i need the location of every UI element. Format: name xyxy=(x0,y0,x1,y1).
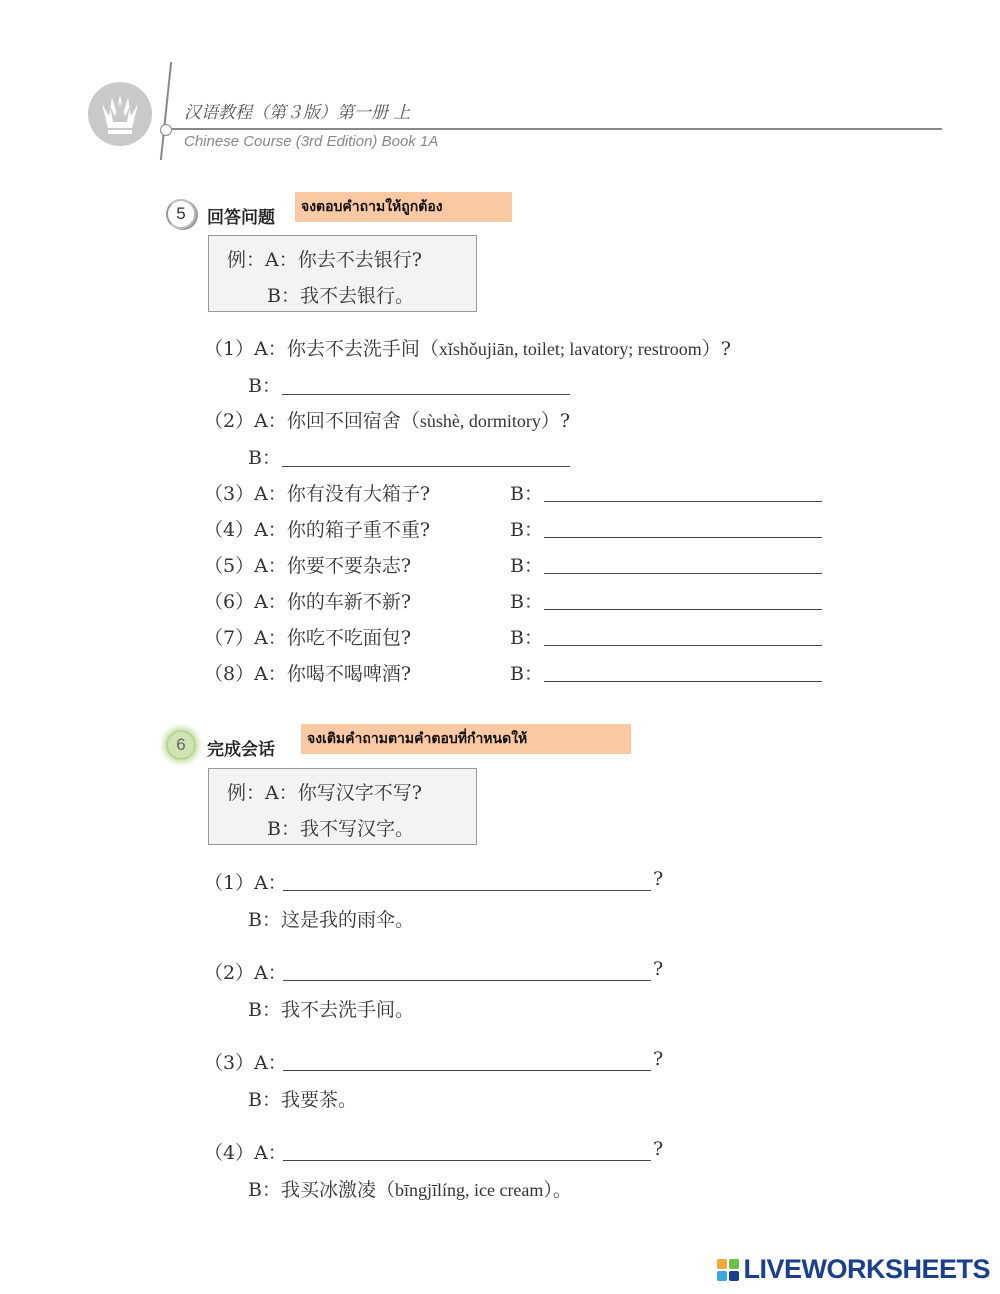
question-mark-1: ? xyxy=(653,868,664,890)
section-6-number: 6 xyxy=(166,730,196,760)
question-input-2[interactable] xyxy=(283,980,651,981)
book-title-en: Chinese Course (3rd Edition) Book 1A xyxy=(184,133,439,150)
section-6-example-box xyxy=(208,768,477,845)
question-text: 你的箱子重不重? xyxy=(286,519,430,541)
question-8 xyxy=(204,659,411,686)
answer-label-2: B： xyxy=(248,447,281,469)
question-6 xyxy=(204,587,411,614)
item-label: （6）A： xyxy=(204,591,287,613)
example-line-a: 例：A：你写汉字不写? xyxy=(227,782,422,804)
question-4 xyxy=(204,515,430,542)
question-text: 你的车新不新? xyxy=(286,591,411,613)
liveworksheets-logo[interactable] xyxy=(717,1254,990,1285)
answer-input-5[interactable] xyxy=(544,573,822,574)
dialogue-3-answer: B：我要茶。 xyxy=(248,1089,357,1111)
pinyin-gloss: bīngjīlíng, ice cream xyxy=(394,1180,544,1200)
item-label: （4）A： xyxy=(204,519,287,541)
answer-input-1[interactable] xyxy=(282,394,570,395)
question-2 xyxy=(204,406,570,433)
question-end: ）? xyxy=(540,410,571,432)
question-3 xyxy=(204,479,430,506)
answer-input-7[interactable] xyxy=(544,645,822,646)
answer-label-3: B： xyxy=(510,483,543,505)
dialogue-2-answer: B：我不去洗手间。 xyxy=(248,999,414,1021)
item-label: （5）A： xyxy=(204,555,287,577)
answer-input-2[interactable] xyxy=(282,466,570,467)
question-1 xyxy=(204,334,731,361)
answer-label-4: B： xyxy=(510,519,543,541)
item-label: （2）A： xyxy=(204,410,287,432)
header-divider-vertical xyxy=(160,62,172,160)
item-label: （7）A： xyxy=(204,627,287,649)
question-mark-2: ? xyxy=(653,958,664,980)
question-mark-3: ? xyxy=(653,1048,664,1070)
answer-input-4[interactable] xyxy=(544,537,822,538)
answer-input-6[interactable] xyxy=(544,609,822,610)
section-6-title: 完成会话 xyxy=(207,740,275,760)
answer-input-3[interactable] xyxy=(544,501,822,502)
item-label: （1）A： xyxy=(204,338,287,360)
question-input-3[interactable] xyxy=(283,1070,651,1071)
answer-label-5: B： xyxy=(510,555,543,577)
book-title-zh: 汉语教程（第３版）第一册 上 xyxy=(184,103,411,123)
answer-end: ）。 xyxy=(543,1179,572,1201)
section-5-number: 5 xyxy=(166,199,196,229)
item-label: （3）A： xyxy=(204,483,287,505)
answer-label-6: B： xyxy=(510,591,543,613)
dialogue-4-label: （4）A： xyxy=(204,1142,287,1164)
question-text: 你喝不喝啤酒? xyxy=(286,663,411,685)
pinyin-gloss: sùshè, dormitory xyxy=(419,411,541,431)
answer-label-8: B： xyxy=(510,663,543,685)
example-line-a: 例：A：你去不去银行? xyxy=(227,249,422,271)
answer-text: B：我买冰激凌（ xyxy=(248,1179,395,1201)
header-ornament xyxy=(160,124,172,136)
question-text: 你回不回宿舍（ xyxy=(286,410,420,432)
question-7 xyxy=(204,623,411,650)
answer-label-1: B： xyxy=(248,375,281,397)
answer-label-7: B： xyxy=(510,627,543,649)
item-label: （8）A： xyxy=(204,663,287,685)
header-divider-horizontal xyxy=(172,128,942,130)
question-5 xyxy=(204,551,411,578)
section-5-instruction: จงตอบคำถามให้ถูกต้อง xyxy=(295,192,512,222)
dialogue-3-label: （3）A： xyxy=(204,1052,287,1074)
brand-grid-icon xyxy=(717,1259,739,1281)
question-text: 你有没有大箱子? xyxy=(286,483,430,505)
question-end: ）? xyxy=(701,338,731,360)
question-text: 你要不要杂志? xyxy=(286,555,411,577)
answer-input-8[interactable] xyxy=(544,681,822,682)
dialogue-1-answer: B：这是我的雨伞。 xyxy=(248,909,414,931)
question-input-1[interactable] xyxy=(283,890,651,891)
section-5-example-box xyxy=(208,235,477,312)
dialogue-1-label: （1）A： xyxy=(204,872,287,894)
section-5-title: 回答问题 xyxy=(207,208,275,228)
lotus-icon xyxy=(88,82,152,146)
dialogue-2-label: （2）A： xyxy=(204,962,287,984)
question-text: 你吃不吃面包? xyxy=(286,627,411,649)
brand-text: LIVEWORKSHEETS xyxy=(743,1254,990,1284)
question-text: 你去不去洗手间（ xyxy=(286,338,439,360)
example-line-b: B：我不写汉字。 xyxy=(267,818,414,840)
question-input-4[interactable] xyxy=(283,1160,651,1161)
book-logo xyxy=(88,82,152,146)
example-line-b: B：我不去银行。 xyxy=(267,285,414,307)
pinyin-gloss: xǐshǒujiān, toilet; lavatory; restroom xyxy=(438,339,702,359)
section-6-instruction: จงเติมคำถามตามคำตอบที่กำหนดให้ xyxy=(301,724,631,754)
dialogue-4-answer xyxy=(248,1175,572,1202)
question-mark-4: ? xyxy=(653,1138,664,1160)
